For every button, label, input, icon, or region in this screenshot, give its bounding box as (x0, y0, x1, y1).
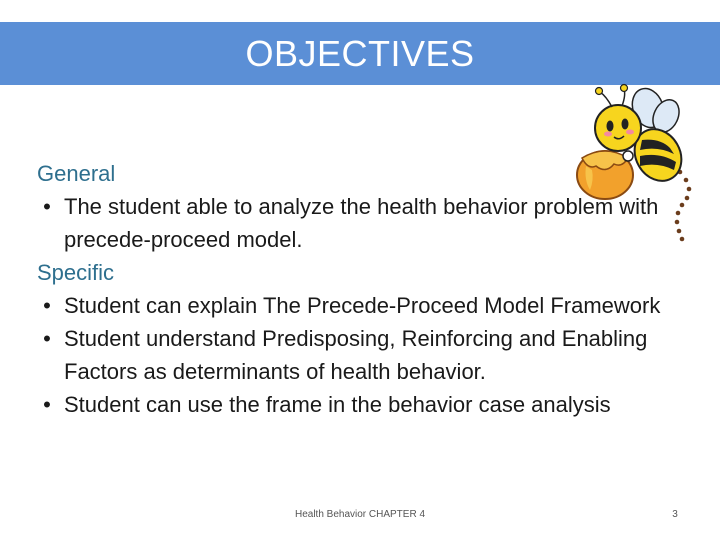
general-item (37, 190, 697, 256)
bullet-icon: • (43, 326, 51, 351)
bullet-icon: • (43, 392, 51, 417)
objectives-content (37, 157, 697, 421)
bullet-text: The student able to analyze the health behavior problem with precede-proceed model. (64, 194, 659, 252)
page-number: 3 (672, 509, 678, 520)
footer-label: Health Behavior CHAPTER 4 (294, 509, 426, 520)
specific-heading: Specific (37, 260, 115, 285)
specific-item (37, 322, 697, 388)
title-bar (0, 22, 720, 85)
bullet-text: Student can use the frame in the behavior case analysis (64, 392, 611, 417)
specific-item (37, 388, 697, 421)
slide-footer (0, 507, 720, 523)
specific-item (37, 289, 697, 322)
bullet-text: Student understand Predisposing, Reinforcing and Enabling Factors as determinants of health behavior. (64, 326, 648, 384)
slide-title: OBJECTIVES (245, 33, 475, 74)
general-heading: General (37, 161, 116, 186)
bullet-text: Student can explain The Precede-Proceed Model Framework (64, 293, 661, 318)
bullet-icon: • (43, 194, 51, 219)
bullet-icon: • (43, 293, 51, 318)
